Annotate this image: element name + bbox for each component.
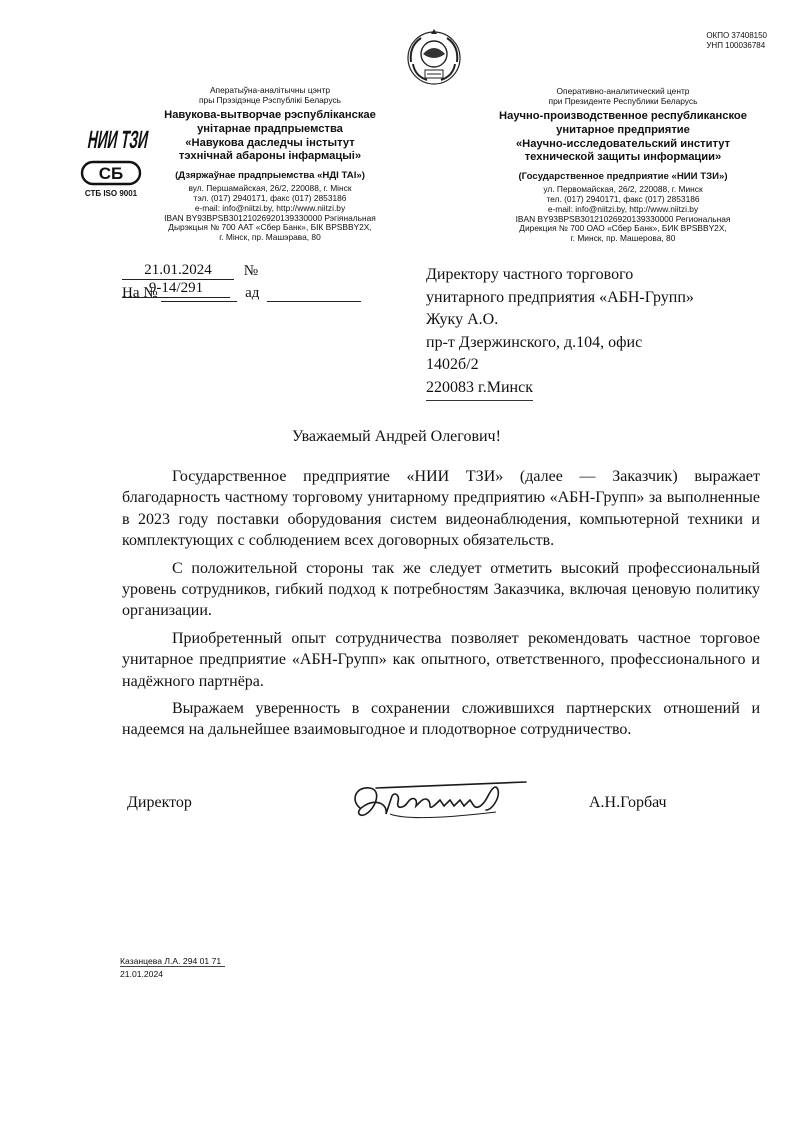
bank-address-line: г. Мінск, пр. Машэрава, 80 [219,232,321,243]
reference-number-blank [161,284,237,302]
addressee-address: 1402б/2 [426,356,479,374]
org-name-line: технической защиты информации» [524,151,722,164]
addressee-city: 220083 г.Минск [426,377,533,401]
org-short-name: (Дзяржаўнае прадпрыемства «НДІ ТАІ») [175,169,365,181]
executor-date: 21.01.2024 [120,969,164,979]
addressee-block [426,264,766,401]
address-line: вул. Першамайская, 26/2, 220088, г. Мінск [188,182,352,193]
reference-date-blank [267,284,361,302]
addressee-line: унитарного предприятия «АБН-Групп» [426,288,694,306]
letterhead-russian [476,86,770,244]
org-name-line: «Навукова даследчы інстытут [185,136,355,149]
handwritten-signature-icon [346,774,546,828]
signatory-position: Директор [127,794,192,811]
phone-line: тел. (017) 2940171, факс (017) 2853186 [546,193,700,204]
body-paragraph: Государственное предприятие «НИИ ТЗИ» (далее — Заказчик) выражает благодарность частному торговому унитарному предприятию «АБН-Групп» за выполненные в 2023 году поставки оборудования систем видеонаблюдения, компьютерной техники и комплектующих с соблюдением всех договорных обязательств. [122,468,760,550]
bank-line: Дирекция № 700 ОАО «Сбер Банк», БИК BPSBBY2X, [519,223,727,234]
addressee-name: Жуку А.О. [426,311,499,329]
address-line: ул. Первомайская, 26/2, 220088, г. Минск [543,183,703,194]
parent-org-line: при Президенте Республики Беларусь [548,96,698,107]
registration-number: 9-14/291 [122,280,230,298]
registry-codes [706,31,767,50]
state-emblem-icon [405,28,463,86]
parent-org-line: Аператыўна-аналітычны цэнтр [209,85,331,95]
org-name-line: Навукова-вытворчае рэспубліканскае [164,109,376,122]
org-logo [78,118,201,208]
org-name-line: унитарное предприятие [556,124,690,136]
email-line: e-mail: info@niitzi.by, http://www.niitzi.by [194,202,346,213]
phone-line: тэл. (017) 2940171, факс (017) 2853186 [193,192,347,203]
registration-block [122,262,372,304]
email-line: e-mail: info@niitzi.by, http://www.niitzi.by [547,203,699,214]
executor-block [120,955,225,981]
svg-text:СБ: СБ [98,164,124,183]
svg-text:НИИ ТЗИ: НИИ ТЗИ [85,126,201,154]
org-short-name: (Государственное предприятие «НИИ ТЗИ») [518,170,728,182]
parent-org-line: пры Прэзідэнце Рэспублікі Беларусь [199,95,341,106]
parent-org-line: Оперативно-аналитический центр [556,86,690,96]
svg-text:СТБ ISO 9001: СТБ ISO 9001 [84,189,138,198]
org-name-line: тэхнічнай абароны інфармацыі» [178,150,362,163]
signatory-name: А.Н.Горбач [589,794,667,811]
addressee-line: Директору частного торгового [426,266,634,283]
unp-code: УНП 100036784 [706,40,766,50]
salutation: Уважаемый Андрей Олегович! [292,428,501,445]
reference-from-label: ад [245,285,260,301]
bank-line: Дырэкцыя № 700 ААТ «Сбер Банк», БІК BPSBBY2X, [168,222,372,233]
executor-contact: Казанцева Л.А. 294 01 71 [120,956,225,967]
niitzi-logo-icon [78,118,201,208]
body-paragraph: С положительной стороны так же следует отметить высокий профессиональный уровень сотрудников, гибкий подход к потребностям Заказчика, включая ценовую политику организации. [122,559,760,620]
org-name-line: «Научно-исследовательский институт [515,137,731,150]
body-paragraph: Выражаем уверенность в сохранении сложившихся партнерских отношений и надеемся на дальнейшее взаимовыгодное и плодотворное сотрудничество. [122,700,760,739]
org-name-line: Научно-производственное республиканское [499,110,747,123]
letterhead-belarusian [148,85,392,243]
registration-date: 21.01.2024 [122,262,234,280]
iban-line: IBAN BY93BPSB30121026920139330000 Рэгіянальная [164,212,376,223]
number-label: № [243,263,259,279]
okpo-code: ОКПО 37408150 [706,31,767,40]
letter-body [122,466,760,747]
org-name-line: унітарнае прадпрыемства [197,123,343,135]
bank-address-line: г. Минск, пр. Машерова, 80 [570,233,676,244]
addressee-address: пр-т Дзержинского, д.104, офис [426,333,643,351]
reference-label: На № [122,285,158,301]
body-paragraph: Приобретенный опыт сотрудничества позволяет рекомендовать частное торговое унитарное предприятие «АБН-Групп» как опытного, ответственного, профессионального и надёжного партнёра. [122,629,760,690]
iban-line: IBAN BY93BPSB30121026920139330000 Региональная [515,213,731,224]
